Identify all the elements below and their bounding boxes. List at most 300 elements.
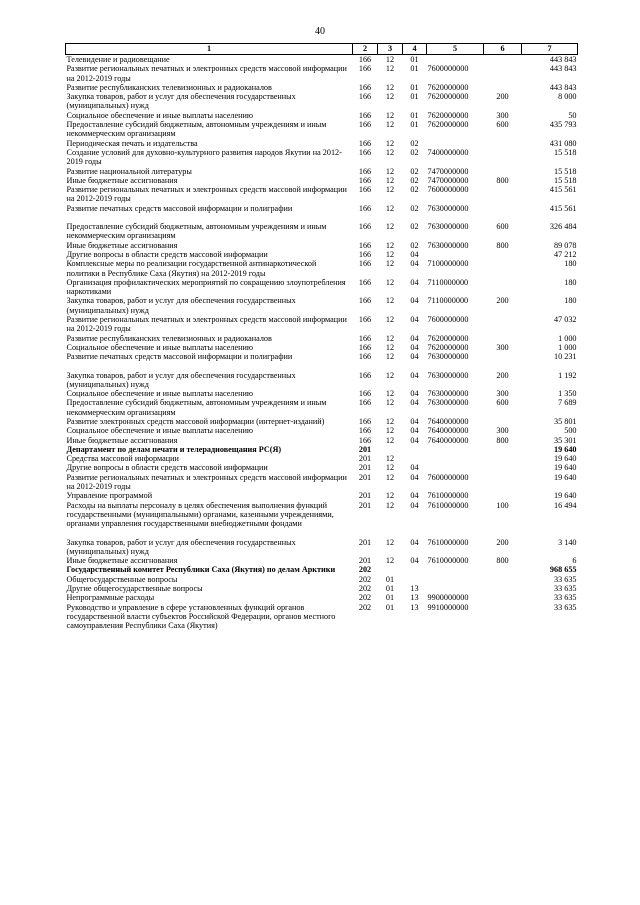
table-row <box>66 473 578 492</box>
target-article-code <box>427 445 484 454</box>
section-code: 01 <box>385 574 395 584</box>
amount: 180 <box>564 259 577 269</box>
section-code: 12 <box>385 175 395 185</box>
ministry-code: 166 <box>358 370 372 380</box>
expense-type-code <box>484 278 522 297</box>
amount: 47 212 <box>553 249 577 259</box>
item-name: Телевидение и радиовещание <box>66 55 170 64</box>
expense-type-code: 300 <box>496 110 509 120</box>
amount: 19 640 <box>553 463 577 473</box>
subsection-code: 04 <box>410 259 419 269</box>
table-row <box>66 64 578 83</box>
item-name: Предоставление субсидий бюджетным, автономным учреждениям и иным некоммерческим организациям <box>66 222 327 241</box>
item-name: Развитие региональных печатных и электронных средств массовой информации на 2012-2019 годы <box>66 472 347 492</box>
ministry-code: 166 <box>358 120 372 130</box>
ministry-code: 201 <box>358 500 372 510</box>
subsection-code: 13 <box>410 593 419 603</box>
amount: 33 635 <box>553 584 577 594</box>
subsection-code: 04 <box>410 352 419 362</box>
item-name: Развитие республиканских телевизионных и радиоканалов <box>66 82 272 92</box>
target-article-code <box>427 250 484 259</box>
subsection-code <box>403 565 427 574</box>
table-row <box>66 92 578 111</box>
subsection-code: 01 <box>410 120 419 130</box>
item-name: Другие вопросы в области средств массовой информации <box>66 249 268 259</box>
table-row <box>66 584 578 593</box>
target-article-code: 7610000000 <box>427 556 469 566</box>
amount: 33 635 <box>553 593 577 603</box>
table-row <box>66 593 578 602</box>
table-row <box>66 556 578 565</box>
expense-type-code: 800 <box>496 240 509 250</box>
ministry-code: 166 <box>358 416 372 426</box>
subsection-code: 04 <box>410 472 419 482</box>
expense-type-code: 200 <box>496 92 509 102</box>
table-row <box>66 55 578 65</box>
amount: 35 801 <box>553 416 577 426</box>
expense-type-code <box>484 603 522 631</box>
ministry-code: 166 <box>358 277 372 287</box>
section-code: 12 <box>385 352 395 362</box>
section-code: 12 <box>385 55 395 64</box>
expense-type-code <box>484 64 522 83</box>
subsection-code: 04 <box>410 416 419 426</box>
header-col-7: 7 <box>522 44 578 55</box>
section-code: 12 <box>385 185 395 195</box>
subsection-code: 02 <box>410 203 419 213</box>
amount: 443 843 <box>549 82 577 92</box>
section-code <box>378 565 403 574</box>
table-row <box>66 176 578 185</box>
expense-type-code: 800 <box>496 175 509 185</box>
target-article-code <box>427 463 484 472</box>
section-code: 12 <box>385 138 395 148</box>
item-name: Другие общегосударственные вопросы <box>66 584 203 594</box>
table-row <box>66 111 578 120</box>
item-name: Закупка товаров, работ и услуг для обеспечения государственных (муниципальных) нужд <box>66 370 296 389</box>
header-col-6: 6 <box>484 44 522 55</box>
subsection-code: 04 <box>410 333 419 343</box>
expense-type-code <box>484 315 522 334</box>
item-name: Предоставление субсидий бюджетным, автономным учреждениям и иным некоммерческим организациям <box>66 120 327 139</box>
item-name: Иные бюджетные ассигнования <box>66 175 178 185</box>
subsection-code: 04 <box>410 435 419 445</box>
subsection-code: 01 <box>410 82 419 92</box>
expense-type-code <box>484 584 522 593</box>
expense-type-code: 800 <box>496 556 509 566</box>
expense-type-code: 300 <box>496 389 509 399</box>
expense-type-code <box>484 417 522 426</box>
target-article-code: 7630000000 <box>427 398 469 408</box>
item-name: Закупка товаров, работ и услуг для обеспечения государственных (муниципальных) нужд <box>66 92 296 111</box>
section-code: 12 <box>385 556 395 566</box>
target-article-code: 7620000000 <box>427 120 469 130</box>
header-col-5: 5 <box>427 44 484 55</box>
section-code: 12 <box>385 64 395 74</box>
table-row <box>66 426 578 435</box>
ministry-code: 166 <box>358 110 372 120</box>
table-body <box>66 55 578 631</box>
subsection-code: 04 <box>410 537 419 547</box>
item-name: Государственный комитет Республики Саха (Якутия) по делам Арктики <box>66 565 336 575</box>
item-name: Организация профилактических мероприятий по сокращению злоупотребления наркотиками <box>66 277 346 297</box>
target-article-code: 7630000000 <box>427 389 469 399</box>
table-row <box>66 204 578 222</box>
target-article-code: 7110000000 <box>427 277 469 287</box>
ministry-code: 201 <box>358 491 372 501</box>
table-row <box>66 120 578 139</box>
table-row <box>66 417 578 426</box>
header-col-4: 4 <box>403 44 427 55</box>
table-row <box>66 463 578 472</box>
table-row <box>66 148 578 167</box>
amount: 443 843 <box>549 55 577 64</box>
table-row <box>66 315 578 334</box>
item-name: Непрограммные расходы <box>66 593 155 603</box>
amount: 19 640 <box>553 472 577 482</box>
item-name: Развитие печатных средств массовой информации и полиграфии <box>66 352 293 362</box>
target-article-code: 7630000000 <box>427 222 469 232</box>
table-row <box>66 352 578 370</box>
expense-type-code <box>484 139 522 148</box>
expense-type-code: 300 <box>496 426 509 436</box>
section-code: 12 <box>385 416 395 426</box>
amount: 50 <box>568 110 577 120</box>
subsection-code: 04 <box>410 463 419 473</box>
ministry-code: 202 <box>358 565 372 575</box>
target-article-code: 7110000000 <box>427 296 469 306</box>
ministry-code: 166 <box>358 82 372 92</box>
item-name: Развитие национальной литературы <box>66 166 192 176</box>
item-name: Предоставление субсидий бюджетным, автономным учреждениям и иным некоммерческим организациям <box>66 398 327 417</box>
expense-type-code <box>484 445 522 454</box>
ministry-code: 166 <box>358 342 372 352</box>
ministry-code: 202 <box>358 602 372 612</box>
item-name: Закупка товаров, работ и услуг для обеспечения государственных (муниципальных) нужд <box>66 537 296 556</box>
expense-type-code <box>484 148 522 167</box>
target-article-code <box>427 139 484 148</box>
table-row <box>66 334 578 343</box>
section-code: 12 <box>385 259 395 269</box>
expense-type-code <box>484 473 522 492</box>
expense-type-code <box>484 463 522 472</box>
ministry-code: 202 <box>358 584 372 594</box>
target-article-code: 9900000000 <box>427 593 469 603</box>
section-code: 12 <box>385 389 395 399</box>
item-name: Иные бюджетные ассигнования <box>66 240 178 250</box>
subsection-code <box>403 454 427 463</box>
subsection-code: 13 <box>410 602 419 612</box>
target-article-code: 7640000000 <box>427 426 469 436</box>
item-name: Другие вопросы в области средств массовой информации <box>66 463 268 473</box>
subsection-code: 02 <box>410 222 419 232</box>
ministry-code: 202 <box>358 593 372 603</box>
amount: 8 000 <box>558 92 577 102</box>
subsection-code: 02 <box>410 147 419 157</box>
item-name: Развитие республиканских телевизионных и радиоканалов <box>66 333 272 343</box>
table-row <box>66 501 578 538</box>
amount: 443 843 <box>549 64 577 74</box>
ministry-code: 166 <box>358 259 372 269</box>
amount: 1 350 <box>558 389 577 399</box>
section-code: 12 <box>385 435 395 445</box>
subsection-code: 01 <box>410 64 419 74</box>
target-article-code: 7620000000 <box>427 82 469 92</box>
table-row <box>66 259 578 278</box>
item-name: Руководство и управление в сфере установленных функций органов государственной власти субъектов Российской Федерации, органов местного самоуправления Республики Саха (Якутия) <box>66 602 336 631</box>
header-col-3: 3 <box>378 44 403 55</box>
expense-type-code: 100 <box>496 500 509 510</box>
ministry-code: 166 <box>358 435 372 445</box>
amount: 19 640 <box>553 491 577 501</box>
section-code: 12 <box>385 398 395 408</box>
table-row <box>66 575 578 584</box>
target-article-code: 7630000000 <box>427 203 469 213</box>
target-article-code: 7600000000 <box>427 185 469 195</box>
target-article-code: 7470000000 <box>427 166 469 176</box>
ministry-code: 201 <box>358 454 372 464</box>
section-code: 12 <box>385 222 395 232</box>
amount: 33 635 <box>553 574 577 584</box>
amount: 35 301 <box>553 435 577 445</box>
amount: 7 689 <box>558 398 577 408</box>
item-name: Средства массовой информации <box>66 454 179 464</box>
item-name: Социальное обеспечение и иные выплаты населению <box>66 426 253 436</box>
ministry-code: 166 <box>358 296 372 306</box>
table-row <box>66 538 578 557</box>
subsection-code: 04 <box>410 491 419 501</box>
section-code: 12 <box>385 92 395 102</box>
expense-type-code <box>484 250 522 259</box>
amount: 180 <box>564 296 577 306</box>
item-name: Развитие электронных средств массовой информации (интернет-изданий) <box>66 416 325 426</box>
subsection-code: 02 <box>410 175 419 185</box>
item-name: Развитие печатных средств массовой информации и полиграфии <box>66 203 293 213</box>
section-code: 12 <box>385 500 395 510</box>
ministry-code: 166 <box>358 166 372 176</box>
section-code: 12 <box>385 203 395 213</box>
target-article-code <box>427 55 484 65</box>
section-code: 01 <box>385 584 395 594</box>
expense-type-code <box>484 185 522 204</box>
target-article-code: 7610000000 <box>427 537 469 547</box>
expense-type-code: 600 <box>496 222 509 232</box>
section-code: 12 <box>385 166 395 176</box>
ministry-code: 166 <box>358 92 372 102</box>
ministry-code: 201 <box>358 537 372 547</box>
section-code: 12 <box>385 491 395 501</box>
amount: 1 000 <box>558 333 577 343</box>
amount: 19 640 <box>553 444 577 454</box>
item-name: Иные бюджетные ассигнования <box>66 556 178 566</box>
amount: 180 <box>564 277 577 287</box>
subsection-code: 04 <box>410 398 419 408</box>
section-code: 12 <box>385 370 395 380</box>
table-row <box>66 454 578 463</box>
target-article-code: 7630000000 <box>427 352 469 362</box>
subsection-code: 04 <box>410 500 419 510</box>
ministry-code: 201 <box>358 463 372 473</box>
table-row <box>66 343 578 352</box>
ministry-code: 166 <box>358 55 372 64</box>
subsection-code: 04 <box>410 426 419 436</box>
target-article-code: 7630000000 <box>427 240 469 250</box>
ministry-code: 166 <box>358 185 372 195</box>
table-row <box>66 398 578 417</box>
amount: 47 032 <box>553 315 577 325</box>
item-name: Социальное обеспечение и иные выплаты населению <box>66 110 253 120</box>
subsection-code: 04 <box>410 296 419 306</box>
ministry-code: 166 <box>358 389 372 399</box>
amount: 15 518 <box>553 175 577 185</box>
amount: 15 518 <box>553 166 577 176</box>
expense-type-code <box>484 167 522 176</box>
subsection-code: 01 <box>410 92 419 102</box>
ministry-code: 166 <box>358 222 372 232</box>
table-row <box>66 603 578 631</box>
target-article-code: 7100000000 <box>427 259 469 269</box>
amount: 19 640 <box>553 454 577 464</box>
table-row <box>66 241 578 250</box>
subsection-code: 13 <box>410 584 419 594</box>
ministry-code: 166 <box>358 138 372 148</box>
target-article-code: 7620000000 <box>427 92 469 102</box>
table-row <box>66 296 578 315</box>
target-article-code: 7620000000 <box>427 333 469 343</box>
subsection-code: 04 <box>410 249 419 259</box>
budget-table <box>65 43 578 631</box>
target-article-code <box>427 565 484 574</box>
expense-type-code <box>484 575 522 584</box>
section-code: 12 <box>385 82 395 92</box>
ministry-code: 166 <box>358 147 372 157</box>
item-name: Развитие региональных печатных и электронных средств массовой информации на 2012-2019 годы <box>66 185 347 204</box>
target-article-code: 7400000000 <box>427 147 469 157</box>
expense-type-code: 600 <box>496 398 509 408</box>
section-code: 12 <box>385 110 395 120</box>
section-code <box>378 445 403 454</box>
target-article-code: 7640000000 <box>427 416 469 426</box>
subsection-code: 04 <box>410 277 419 287</box>
subsection-code: 04 <box>410 342 419 352</box>
table-row <box>66 139 578 148</box>
ministry-code: 166 <box>358 249 372 259</box>
item-name: Социальное обеспечение и иные выплаты населению <box>66 342 253 352</box>
table-row <box>66 185 578 204</box>
target-article-code: 9910000000 <box>427 602 469 612</box>
subsection-code: 04 <box>410 370 419 380</box>
target-article-code: 7610000000 <box>427 500 469 510</box>
amount: 1 192 <box>558 370 577 380</box>
expense-type-code <box>484 352 522 370</box>
subsection-code <box>403 445 427 454</box>
item-name: Развитие региональных печатных и электронных средств массовой информации на 2012-2019 годы <box>66 315 347 334</box>
amount: 3 140 <box>558 537 577 547</box>
subsection-code: 01 <box>410 55 419 64</box>
section-code: 12 <box>385 249 395 259</box>
amount: 15 518 <box>553 147 577 157</box>
amount: 431 080 <box>549 138 577 148</box>
expense-type-code <box>484 593 522 602</box>
header-col-2: 2 <box>353 44 378 55</box>
ministry-code: 166 <box>358 175 372 185</box>
table-row <box>66 222 578 241</box>
ministry-code: 166 <box>358 315 372 325</box>
section-code: 12 <box>385 296 395 306</box>
table-row <box>66 371 578 390</box>
target-article-code <box>427 454 484 463</box>
amount: 415 561 <box>549 185 577 195</box>
table-row <box>66 83 578 92</box>
table-row <box>66 278 578 297</box>
amount: 435 793 <box>549 120 577 130</box>
subsection-code: 02 <box>410 166 419 176</box>
section-code: 12 <box>385 277 395 287</box>
ministry-code: 201 <box>358 472 372 482</box>
subsection-code: 02 <box>410 185 419 195</box>
ministry-code: 166 <box>358 333 372 343</box>
item-name: Иные бюджетные ассигнования <box>66 435 178 445</box>
section-code: 12 <box>385 463 395 473</box>
target-article-code: 7600000000 <box>427 64 469 74</box>
target-article-code: 7630000000 <box>427 370 469 380</box>
target-article-code: 7600000000 <box>427 315 469 325</box>
item-name: Общегосударственные вопросы <box>66 574 178 584</box>
expense-type-code: 200 <box>496 296 509 306</box>
subsection-code: 04 <box>410 389 419 399</box>
section-code: 01 <box>385 593 395 603</box>
amount: 968 655 <box>549 565 577 575</box>
page-number: 40 <box>315 26 325 37</box>
amount: 326 484 <box>549 222 577 232</box>
table-row <box>66 491 578 500</box>
amount: 33 635 <box>553 602 577 612</box>
ministry-code: 166 <box>358 64 372 74</box>
expense-type-code <box>484 565 522 574</box>
target-article-code: 7620000000 <box>427 110 469 120</box>
subsection-code <box>403 575 427 584</box>
table-row <box>66 167 578 176</box>
table-header <box>66 44 578 55</box>
ministry-code: 202 <box>358 574 372 584</box>
subsection-code: 01 <box>410 110 419 120</box>
expense-type-code: 300 <box>496 342 509 352</box>
ministry-code: 201 <box>358 444 372 454</box>
expense-type-code <box>484 259 522 278</box>
subsection-code: 04 <box>410 315 419 325</box>
target-article-code <box>427 584 484 593</box>
section-code: 12 <box>385 537 395 547</box>
amount: 89 078 <box>553 240 577 250</box>
item-name: Департамент по делам печати и телерадиовещания РС(Я) <box>66 444 282 454</box>
amount: 16 494 <box>553 500 577 510</box>
subsection-code: 02 <box>410 240 419 250</box>
item-name: Создание условий для духовно-культурного развития народов Якутии на 2012-2019 годы <box>66 147 342 167</box>
section-code: 12 <box>385 342 395 352</box>
section-code: 12 <box>385 240 395 250</box>
item-name: Расходы на выплаты персоналу в целях обеспечения выполнения функций государственными (муниципальными) органами, казенными учреждениями, органами управления государственными внебюджетными фондами <box>66 500 334 529</box>
expense-type-code <box>484 454 522 463</box>
item-name: Периодическая печать и издательства <box>66 138 198 148</box>
target-article-code <box>427 575 484 584</box>
subsection-code: 02 <box>410 138 419 148</box>
target-article-code: 7620000000 <box>427 342 469 352</box>
item-name: Управление программой <box>66 491 153 501</box>
section-code: 12 <box>385 454 395 464</box>
expense-type-code <box>484 334 522 343</box>
table-row <box>66 389 578 398</box>
amount: 500 <box>564 426 577 436</box>
